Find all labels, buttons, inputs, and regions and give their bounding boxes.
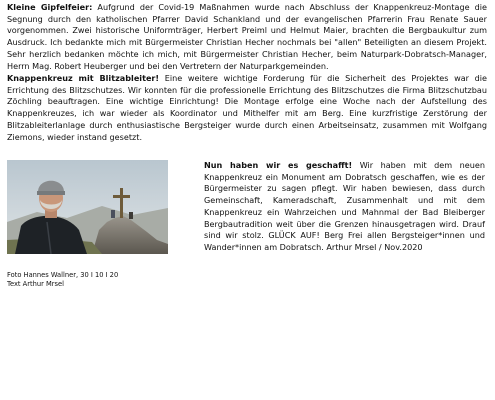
paragraph-body: Wir haben mit dem neuen Knappenkreuz ein Monument am Dobratsch geschaffen, wie es der Bürgermeister zu sagen pflegt. Wir haben bewiesen, dass durch Gemeinschaft, Kameradschaft, Zusammenhalt und mit dem Knappenkreuz ein Wahrzeichen und Mahnmal der Bad Bleiberger Bergbautradition weit über die Grenzen hinausgetragen wird. Drauf sind wir stolz. GLÜCK AUF! Berg Frei allen Bergsteiger*innen und Wander*innen am Dobratsch. Arthur Mrsel / Nov.2020 — [204, 160, 485, 252]
paragraph-geschafft — [204, 160, 485, 254]
paragraph-heading: Nun haben wir es geschafft! — [204, 160, 353, 170]
paragraph-gipfelfeier — [7, 2, 487, 72]
text-credit: Text Arthur Mrsel — [7, 280, 64, 288]
paragraph-body: Eine weitere wichtige Forderung für die Sicherheit des Projektes war die Errichtung des Blitzschutzes. Wir konnten für die professionelle Errichtung des Blitzschutzes die Firma Blitzschutzbau Zöchling beauftragen. Eine wichtige Einrichtung! Die Montage erfolge eine Woche nach der Aufstellung des Knappenkreuzes, ich war wieder als Koordinator und Mithelfer mit am Berg. Eine kurzfristige Zerstörung der Blitzableiterlanlage durch enthusiastische Bergsteiger wurde durch einen Arbeitseinsatz, zusammen mit Wolfgang Ziemons, wieder instand gesetzt. — [7, 73, 487, 142]
paragraph-blitzableiter — [7, 73, 487, 143]
paragraph-heading: Kleine Gipfelfeier: — [7, 2, 93, 12]
photo-caption — [7, 271, 118, 289]
paragraph-body: Aufgrund der Covid-19 Maßnahmen wurde nach Abschluss der Knappenkreuz-Montage die Segnung durch den katholischen Pfarrer David Schankland und der evangelischen Pfarrerin Frau Renate Sauer vorgenommen. Zwei historische Uniformträger, Herbert Preiml und Helmut Maier, brachten die Bergbaukultur zum Ausdruck. Ich bedankte mich mit Bürgermeister Christian Hecher nochmals bei "allen" Beteiligten an diesem Projekt. Sehr herzlich bedanken möchte ich mich, mit Bürgermeister Christian Hecher, beim Naturpark-Dobratsch-Manager, Herrn Mag. Robert Heuberger und bei den Vertretern der Naturparkgemeinden. — [7, 2, 487, 71]
portrait-photo-man-on-mountain-icon — [7, 160, 168, 254]
portrait-photo — [7, 160, 168, 254]
photo-credit: Foto Hannes Wallner, 30 I 10 I 20 — [7, 271, 119, 279]
paragraph-heading: Knappenkreuz mit Blitzableiter! — [7, 73, 160, 83]
